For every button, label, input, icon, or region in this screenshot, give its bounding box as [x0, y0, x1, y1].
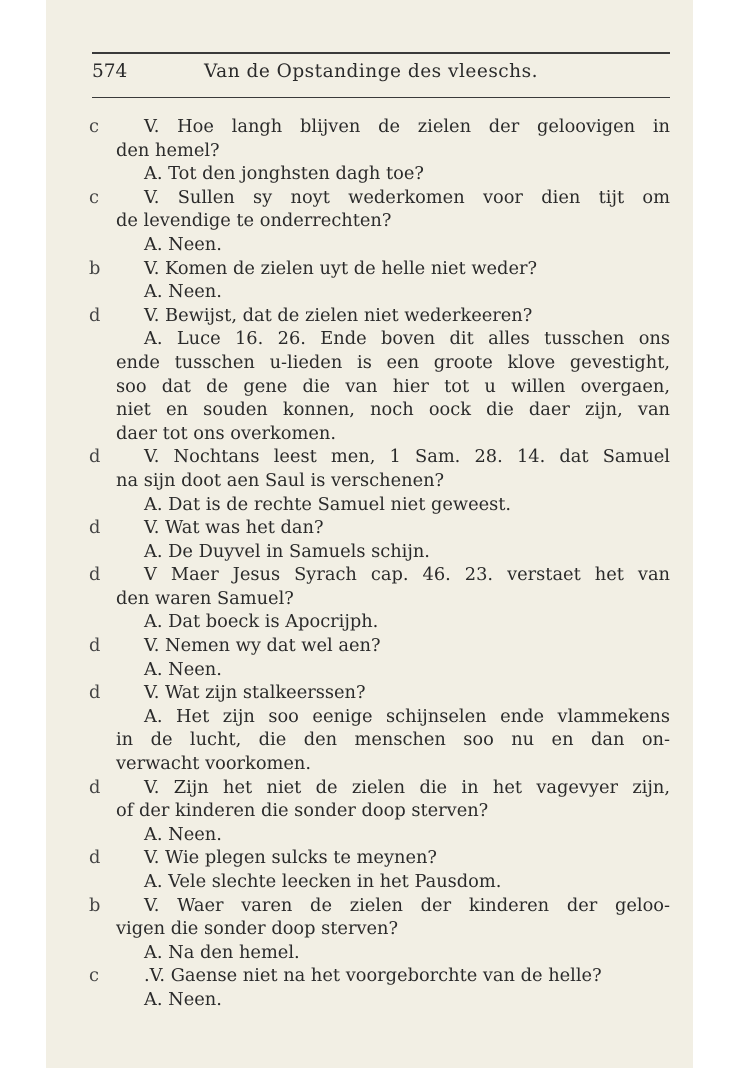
difficulty-marker: d [89, 564, 101, 586]
answer-entry [0, 870, 738, 894]
text-line: den hemel? [116, 139, 220, 161]
text-line: V. Wie plegen sulcks te meynen? [144, 847, 437, 869]
text-line: V. Komen de zielen uyt de helle niet weder? [144, 257, 538, 279]
answer-entry [0, 493, 738, 517]
text-line: A. Neen. [144, 281, 222, 303]
text-line: V. Zijn het niet de zielen die in het vagevyer zijn, [144, 776, 670, 798]
text-line: A. Neen. [144, 988, 222, 1010]
text-line: V. Hoe langh blijven de zielen der geloovigen in [144, 116, 670, 137]
running-title: Van de Opstandinge des vleeschs. [204, 61, 538, 82]
text-line: A. De Duyvel in Samuels schijn. [144, 540, 430, 562]
catechism-text [0, 115, 738, 1012]
answer-entry [0, 705, 738, 776]
difficulty-marker: b [89, 894, 101, 916]
difficulty-marker: d [89, 304, 101, 326]
text-line: A. Dat boeck is Apocrijph. [144, 611, 379, 633]
difficulty-marker: c [89, 965, 99, 987]
answer-entry [0, 823, 738, 847]
difficulty-marker: c [89, 116, 99, 137]
answer-entry [0, 941, 738, 965]
text-line: de levendige te onderrechten? [116, 210, 392, 232]
text-line: niet en souden konnen, noch oock die daer zijn, van [116, 399, 670, 421]
text-line: V. Nemen wy dat wel aen? [144, 635, 381, 657]
text-line: ende tusschen u-lieden is een groote klove gevestight, [116, 351, 670, 373]
text-line: soo dat de gene die van hier tot u willen overgaen, [116, 375, 670, 397]
text-line: A. Neen. [144, 233, 222, 255]
text-line: na sijn doot aen Saul is verschenen? [116, 469, 445, 491]
text-line: A. Het zijn soo eenige schijnselen ende vlammekens [144, 705, 670, 727]
difficulty-marker: d [89, 847, 101, 869]
difficulty-marker: d [89, 635, 101, 657]
answer-entry [0, 233, 738, 257]
text-line: A. Tot den jonghsten dagh toe? [144, 163, 424, 185]
answer-entry [0, 988, 738, 1012]
question-entry [0, 776, 738, 823]
text-line: V Maer Jesus Syrach cap. 46. 23. verstaet het van [144, 564, 670, 586]
question-entry [0, 516, 738, 540]
question-entry [0, 846, 738, 870]
answer-entry [0, 540, 738, 564]
text-line: V. Sullen sy noyt wederkomen voor dien tijt om [144, 186, 670, 208]
text-line: .V. Gaense niet na het voorgeborchte van de helle? [144, 965, 602, 987]
text-line: A. Neen. [144, 658, 222, 680]
question-entry [0, 964, 738, 988]
text-line: of der kinderen die sonder doop sterven? [116, 800, 489, 822]
text-line: A. Luce 16. 26. Ende boven dit alles tusschen ons [144, 328, 670, 350]
header-bottom-rule [92, 97, 670, 98]
difficulty-marker: d [89, 776, 101, 798]
text-line: A. Na den hemel. [144, 941, 300, 963]
page-header [92, 61, 670, 89]
text-line: vigen die sonder doop sterven? [116, 918, 398, 940]
difficulty-marker: d [89, 446, 101, 468]
page-number: 574 [92, 61, 128, 82]
answer-entry [0, 162, 738, 186]
answer-entry [0, 610, 738, 634]
answer-entry [0, 280, 738, 304]
header-top-rule [92, 52, 670, 54]
question-entry [0, 186, 738, 233]
text-line: A. Dat is de rechte Samuel niet geweest. [144, 493, 512, 515]
text-line: V. Wat zijn stalkeerssen? [144, 682, 366, 704]
difficulty-marker: b [89, 257, 101, 279]
text-line: den waren Samuel? [116, 587, 294, 609]
question-entry [0, 257, 738, 281]
question-entry [0, 894, 738, 941]
text-line: V. Wat was het dan? [144, 517, 324, 539]
question-entry [0, 445, 738, 492]
text-line: V. Nochtans leest men, 1 Sam. 28. 14. dat Samuel [144, 446, 670, 468]
question-entry [0, 115, 738, 162]
question-entry [0, 563, 738, 610]
difficulty-marker: d [89, 517, 101, 539]
text-line: in de lucht, die den menschen soo nu en dan on- [116, 729, 670, 751]
difficulty-marker: c [89, 186, 99, 208]
text-line: A. Vele slechte leecken in het Pausdom. [144, 871, 502, 892]
question-entry [0, 681, 738, 705]
question-entry [0, 304, 738, 328]
text-line: A. Neen. [144, 823, 222, 845]
question-entry [0, 634, 738, 658]
text-line: V. Bewijst, dat de zielen niet wederkeeren? [144, 304, 533, 326]
text-line: daer tot ons overkomen. [116, 422, 336, 444]
text-line: V. Waer varen de zielen der kinderen der geloo- [144, 894, 670, 916]
answer-entry [0, 327, 738, 445]
difficulty-marker: d [89, 682, 101, 704]
text-line: verwacht voorkomen. [116, 753, 312, 775]
answer-entry [0, 658, 738, 682]
